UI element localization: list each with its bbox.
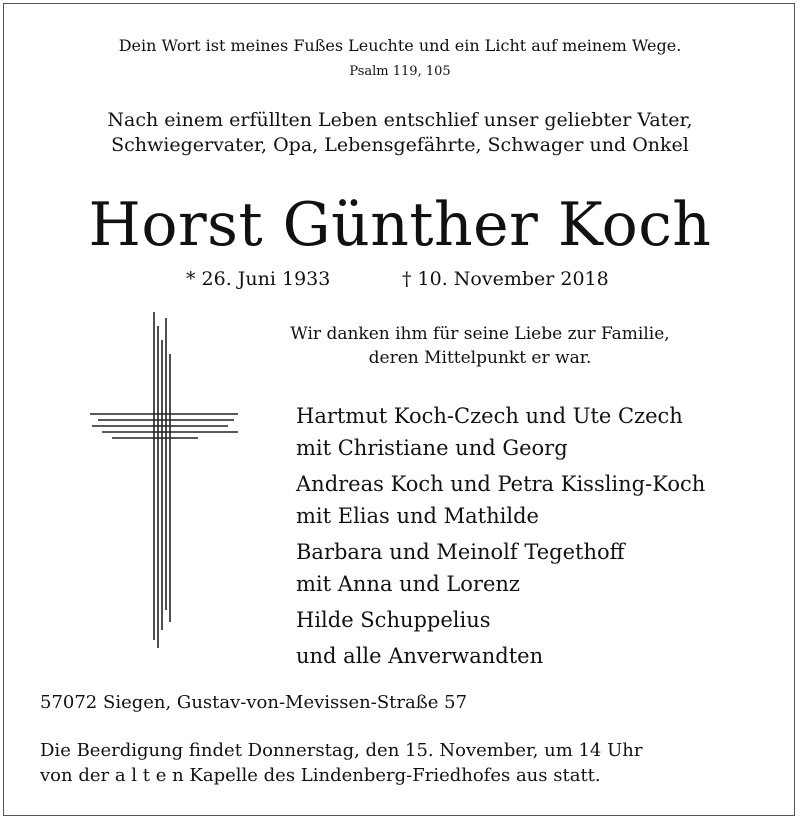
intro-line: Nach einem erfüllten Leben entschlief unser geliebter Vater, [107,109,693,131]
death-date: † 10. November 2018 [402,268,609,290]
funeral-info [40,738,642,788]
mourner-line: Hartmut Koch-Czech und Ute Czech [296,404,683,428]
bible-verse: Dein Wort ist meines Fußes Leuchte und ein Licht auf meinem Wege. [118,36,682,55]
thanks-text [220,322,740,370]
mourner-line: mit Christiane und Georg [296,436,568,460]
line-cross-icon [88,310,240,660]
mourner-group [296,468,705,532]
thanks-line: deren Mittelpunkt er war. [368,348,592,368]
mourner-line: Andreas Koch und Petra Kissling-Koch [296,472,706,496]
mourner-line: Hilde Schuppelius [296,608,491,632]
mourner-group [296,604,705,636]
intro-line: Schwiegervater, Opa, Lebensgefährte, Schwager und Onkel [111,134,689,156]
mourner-line: mit Anna und Lorenz [296,572,520,596]
deceased-name: Horst Günther Koch [88,190,712,260]
birth-date: * 26. Juni 1933 [186,268,331,290]
mourner-line: mit Elias und Mathilde [296,504,539,528]
mourner-group [296,536,705,600]
mourner-group [296,640,705,672]
verse-source: Psalm 119, 105 [349,64,451,79]
mourner-group [296,400,705,464]
mourner-line: Barbara und Meinolf Tegethoff [296,540,625,564]
funeral-line: Die Beerdigung findet Donnerstag, den 15. November, um 14 Uhr [40,740,643,761]
mourners-list [296,400,705,676]
funeral-line: von der a l t e n Kapelle des Lindenberg-Friedhofes aus statt. [40,765,601,786]
mourner-line: und alle Anverwandten [296,644,544,668]
intro-text [0,108,800,158]
family-address: 57072 Siegen, Gustav-von-Mevissen-Straße 57 [40,692,468,713]
thanks-line: Wir danken ihm für seine Liebe zur Familie, [290,324,670,344]
